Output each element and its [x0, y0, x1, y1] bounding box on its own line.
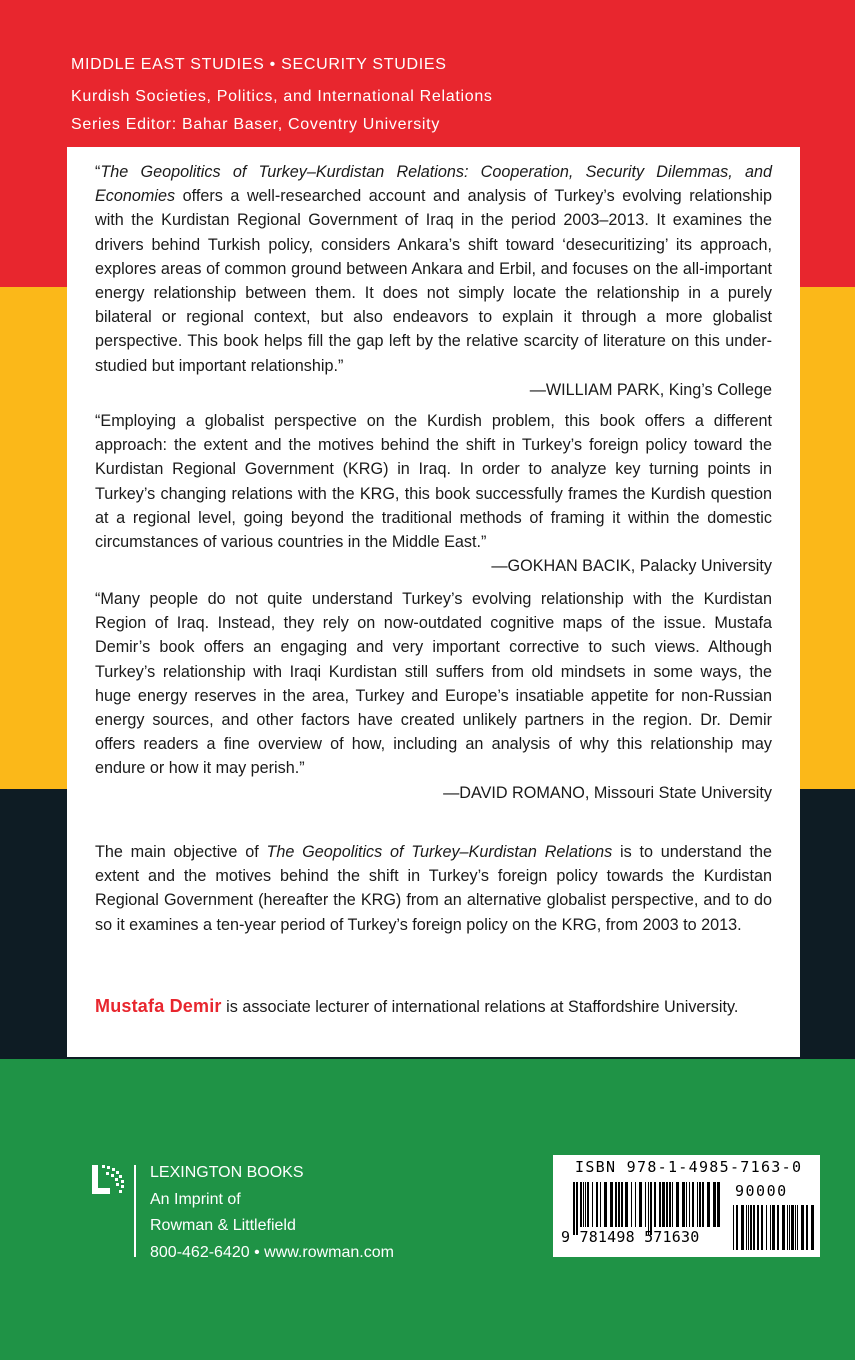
barcode-bar — [761, 1205, 763, 1250]
endorsement-park — [95, 160, 772, 402]
endorsement-bacik — [95, 409, 772, 578]
sub-series-title: Kurdish Societies, Politics, and International Relations — [71, 88, 493, 105]
endorsement-attribution: —DAVID ROMANO, Missouri State University — [443, 783, 772, 802]
barcode-bar — [782, 1205, 785, 1250]
barcode-bar — [770, 1205, 771, 1250]
publisher-name: LEXINGTON BOOKS — [150, 1164, 304, 1181]
barcode-bar — [789, 1205, 790, 1250]
barcode-bar — [746, 1205, 747, 1250]
series-line: MIDDLE EAST STUDIES • SECURITY STUDIES — [71, 56, 447, 73]
barcode-bar — [750, 1205, 752, 1250]
barcode-bar — [795, 1205, 796, 1250]
endorsement-romano — [95, 587, 772, 805]
barcode-bar — [733, 1205, 734, 1250]
barcode-bar — [806, 1205, 808, 1250]
endorsement-text: “Employing a globalist perspective on the Kurdish problem, this book offers a different approach: the extent and the motives behind the shift in Turkey’s foreign policy toward the Kurdistan Regional Government (KRG) in Iraq. In order to analyze key turning points in Turkey’s changing relations with the KRG, this book successfully frames the Kurdish question at a regional level, going beyond the traditional methods of framing it within the domestic circumstances of various countries in the Middle East.” — [95, 412, 772, 552]
book-title-italic: The Geopolitics of Turkey–Kurdistan Relations — [266, 843, 613, 861]
lexington-logo-icon — [92, 1160, 128, 1198]
endorsement-text: “Many people do not quite understand Turkey’s evolving relationship with the Kurdistan Region of Iraq. Instead, they rely on now-outdated cognitive maps of the issue. Mustafa Demir’s book offers an engaging and very important corrective to such views. Although Turkey’s relationship with Iraqi Kurdistan still suffers from old mindsets in some ways, the huge energy reserves in the area, Turkey and Europe’s insatiable appetite for non-Russian energy sources, and other factors have created unlikely partners in the region. Dr. Demir offers readers a fine overview of how, including an analysis of why this relationship may endure or how it may perish.” — [95, 590, 772, 778]
publisher-contact: 800-462-6420 • www.rowman.com — [150, 1243, 394, 1261]
barcode-bar — [736, 1205, 738, 1250]
endorsement-text: “The Geopolitics of Turkey–Kurdistan Relations: Cooperation, Security Dilemmas, and Economies offers a well-researched account and analysis of Turkey’s evolving relationship with the Kurdistan Regional Government of Iraq in the period 2003–2013. It examines the drivers behind Turkish policy, considers Ankara’s shift toward ‘desecuritizing’ its approach, explores areas of common ground between Ankara and Erbil, and focuses on the all-important energy relationship between them. It does not simply locate the relationship in a purely bilateral or regional context, but also endeavors to explain it through a more globalist perspective. This book helps fill the gap left by the relative scarcity of literature on this under-studied but important relationship.” — [95, 163, 772, 375]
barcode-bar — [766, 1205, 767, 1250]
publisher-imprint-line: An Imprint of — [150, 1190, 241, 1208]
barcode-bar — [811, 1205, 814, 1250]
barcode-bar — [801, 1205, 804, 1250]
author-name: Mustafa Demir — [95, 996, 222, 1016]
price-code: 90000 — [735, 1182, 788, 1200]
barcode-bar — [787, 1205, 788, 1250]
barcode-bar — [753, 1205, 755, 1250]
publisher-info — [150, 1160, 394, 1266]
barcode-bar — [748, 1205, 749, 1250]
endorsement-attribution: —GOKHAN BACIK, Palacky University — [491, 557, 772, 576]
ean-digits: 9 781498 571630 — [561, 1228, 700, 1246]
barcode-bar — [772, 1205, 775, 1250]
publisher-divider — [134, 1165, 136, 1257]
book-description: The main objective of The Geopolitics of Turkey–Kurdistan Relations is to understand the extent and the motives behind the shift in Turkey’s foreign policy towards the Kurdistan Regional Government (hereafter the KRG) from an alternative globalist perspective, and to do so it examines a ten-year period of Turkey’s foreign policy on the KRG, from 2003 to 2013. — [95, 843, 773, 934]
series-editor: Series Editor: Bahar Baser, Coventry University — [71, 116, 441, 133]
publisher-parent: Rowman & Littlefield — [150, 1217, 296, 1234]
barcode-bar — [791, 1205, 794, 1250]
endorsement-attribution: —WILLIAM PARK, King’s College — [529, 380, 772, 399]
barcode-bar — [797, 1205, 798, 1250]
isbn-label: ISBN 978-1-4985-7163-0 — [575, 1158, 803, 1176]
author-bio: Mustafa Demir is associate lecturer of international relations at Staffordshire University. — [95, 996, 739, 1016]
book-title-italic: The Geopolitics of Turkey–Kurdistan Relations: Cooperation, Security Dilemmas, and Economies — [95, 163, 772, 206]
barcode-bar — [757, 1205, 759, 1250]
barcode-bar — [741, 1205, 744, 1250]
barcode-bar — [777, 1205, 779, 1250]
